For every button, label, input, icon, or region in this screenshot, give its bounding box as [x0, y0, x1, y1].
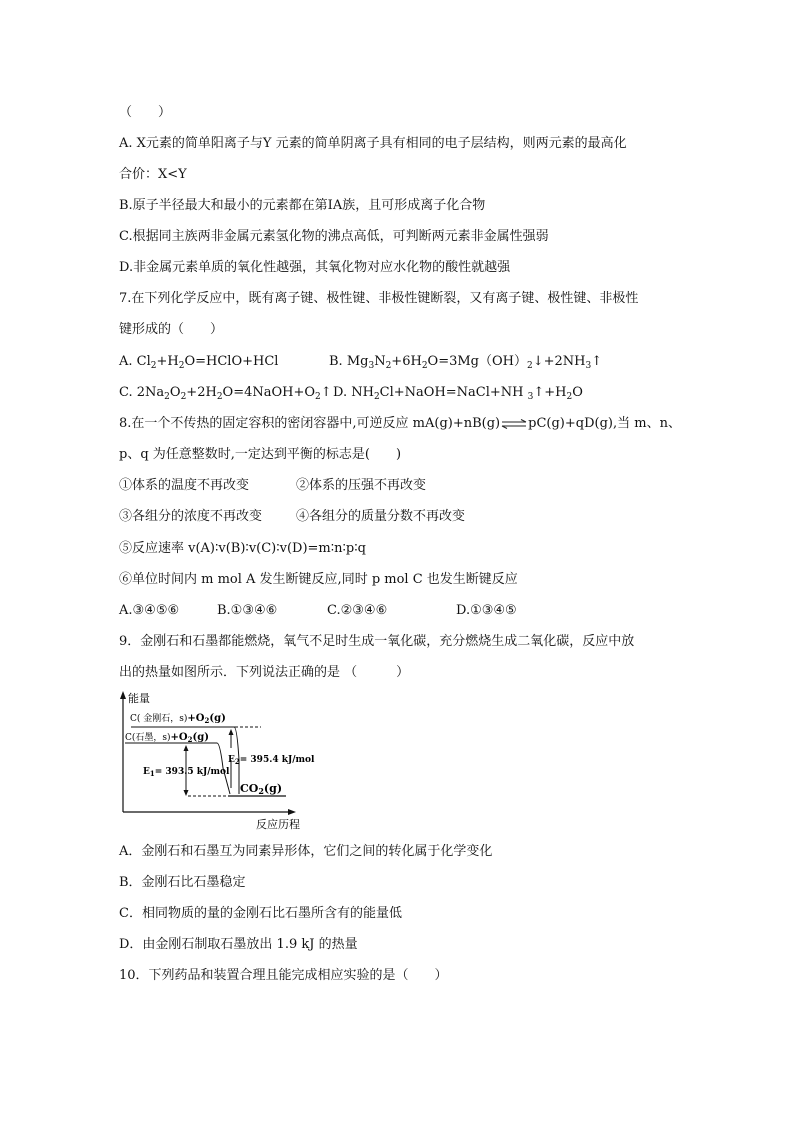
q7-option-d: D. $NH_2Cl+NaOH=NaCl+NH$ $_3↑+H_2O$ [333, 385, 583, 402]
q7-stem: 7.在下列化学反应中，既有离子键、极性键、非极性键断裂，又有离子键、极性键、非极性 [119, 291, 639, 306]
q8-option-b: B.①③④⑥ [217, 603, 278, 618]
q8-item-5: ⑤反应速率 v(A)∶v(B)∶v(C)∶v(D)=m∶n∶p∶q [119, 541, 366, 556]
q8-stem: 8.在一个不传热的固定容积的密闭容器中,可逆反应 mA(g)+nB(g) pC(g)+qD(g),当 m、n、 [119, 416, 681, 431]
q8-item-1: ①体系的温度不再改变 [119, 478, 250, 493]
q9-stem: 9．金刚石和石墨都能燃烧，氧气不足时生成一氧化碳，充分燃烧生成二氧化碳，反应中放 [119, 634, 635, 649]
x-axis-label: 反应历程 [256, 818, 300, 831]
q8-item-2: ②体系的压强不再改变 [296, 478, 427, 493]
y-axis-arrow-icon [120, 691, 126, 699]
graphite-label: C(石墨，$s)+O_2(g)$ [125, 732, 209, 744]
q9-option-b: B．金刚石比石墨稳定 [119, 875, 246, 890]
y-axis-label: 能量 [128, 692, 150, 705]
q8-item-6: ⑥单位时间内 m mol A 发生断键反应,同时 p mol C 也发生断键反应 [119, 572, 518, 587]
equilibrium-arrows-icon [501, 419, 527, 429]
q8-option-c: C.②③④⑥ [327, 603, 388, 618]
energy-diagram [118, 690, 315, 832]
e1-arrow-down-icon [184, 790, 189, 796]
q8-option-a: A.③④⑤⑥ [119, 603, 180, 618]
q9-option-a: A．金刚石和石墨互为同素异形体，它们之间的转化属于化学变化 [119, 844, 493, 859]
q7-option-b: B. $Mg_3N_2+6H_2O=3Mg(OH)_2↓+2NH_3↑$ [329, 354, 603, 371]
q7-stem-cont: 键形成的（ ） [119, 322, 224, 337]
q10-stem: 10．下列药品和装置合理且能完成相应实验的是（ ） [119, 968, 448, 983]
diamond-label: C( 金刚石，$s)+O_2(g)$ [130, 713, 226, 725]
co2-label: CO2(g) [240, 782, 283, 796]
q7-option-c: C. $2Na_2O_2+2H_2O=4NaOH+O_2↑$ [119, 385, 332, 402]
e2-arrow-up-icon [229, 729, 234, 735]
q9-option-d: D．由金刚石制取石墨放出 1.9 kJ 的热量 [119, 937, 358, 952]
q6-option-a: A. X元素的简单阳离子与Y 元素的简单阴离子具有相同的电子层结构，则两元素的最高化 [119, 136, 627, 151]
q6-option-c: C.根据同主族两非金属元素氢化物的沸点高低，可判断两元素非金属性强弱 [119, 229, 549, 244]
q8-option-d: D.①③④⑤ [456, 603, 517, 618]
q8-item-3: ③各组分的浓度不再改变 [119, 509, 263, 524]
q6-option-a-cont: 合价：X<Y [119, 167, 187, 182]
q7-option-a: A. $Cl_2+H_2O=HClO+HCl$ [119, 354, 279, 371]
q6-blank: （ ） [119, 105, 172, 120]
x-axis-arrow-icon [288, 809, 296, 815]
q6-option-d: D.非金属元素单质的氧化性越强，其氧化物对应水化物的酸性就越强 [119, 260, 511, 275]
q9-stem-cont: 出的热量如图所示．下列说法正确的是 （ ） [119, 665, 410, 680]
q8-stem-cont: p、q 为任意整数时,一定达到平衡的标志是( ) [119, 447, 402, 462]
q8-item-4: ④各组分的质量分数不再改变 [296, 509, 466, 524]
q6-option-b: B.原子半径最大和最小的元素都在第ⅠA族，且可形成离子化合物 [119, 198, 486, 213]
q9-option-c: C．相同物质的量的金刚石比石墨所含有的能量低 [119, 906, 402, 921]
e1-arrow-up-icon [184, 745, 189, 751]
e1-label: $E_1= 393.5$ kJ/mol [143, 767, 230, 778]
e2-label: $E_2= 395.4$ kJ/mol [228, 755, 315, 766]
